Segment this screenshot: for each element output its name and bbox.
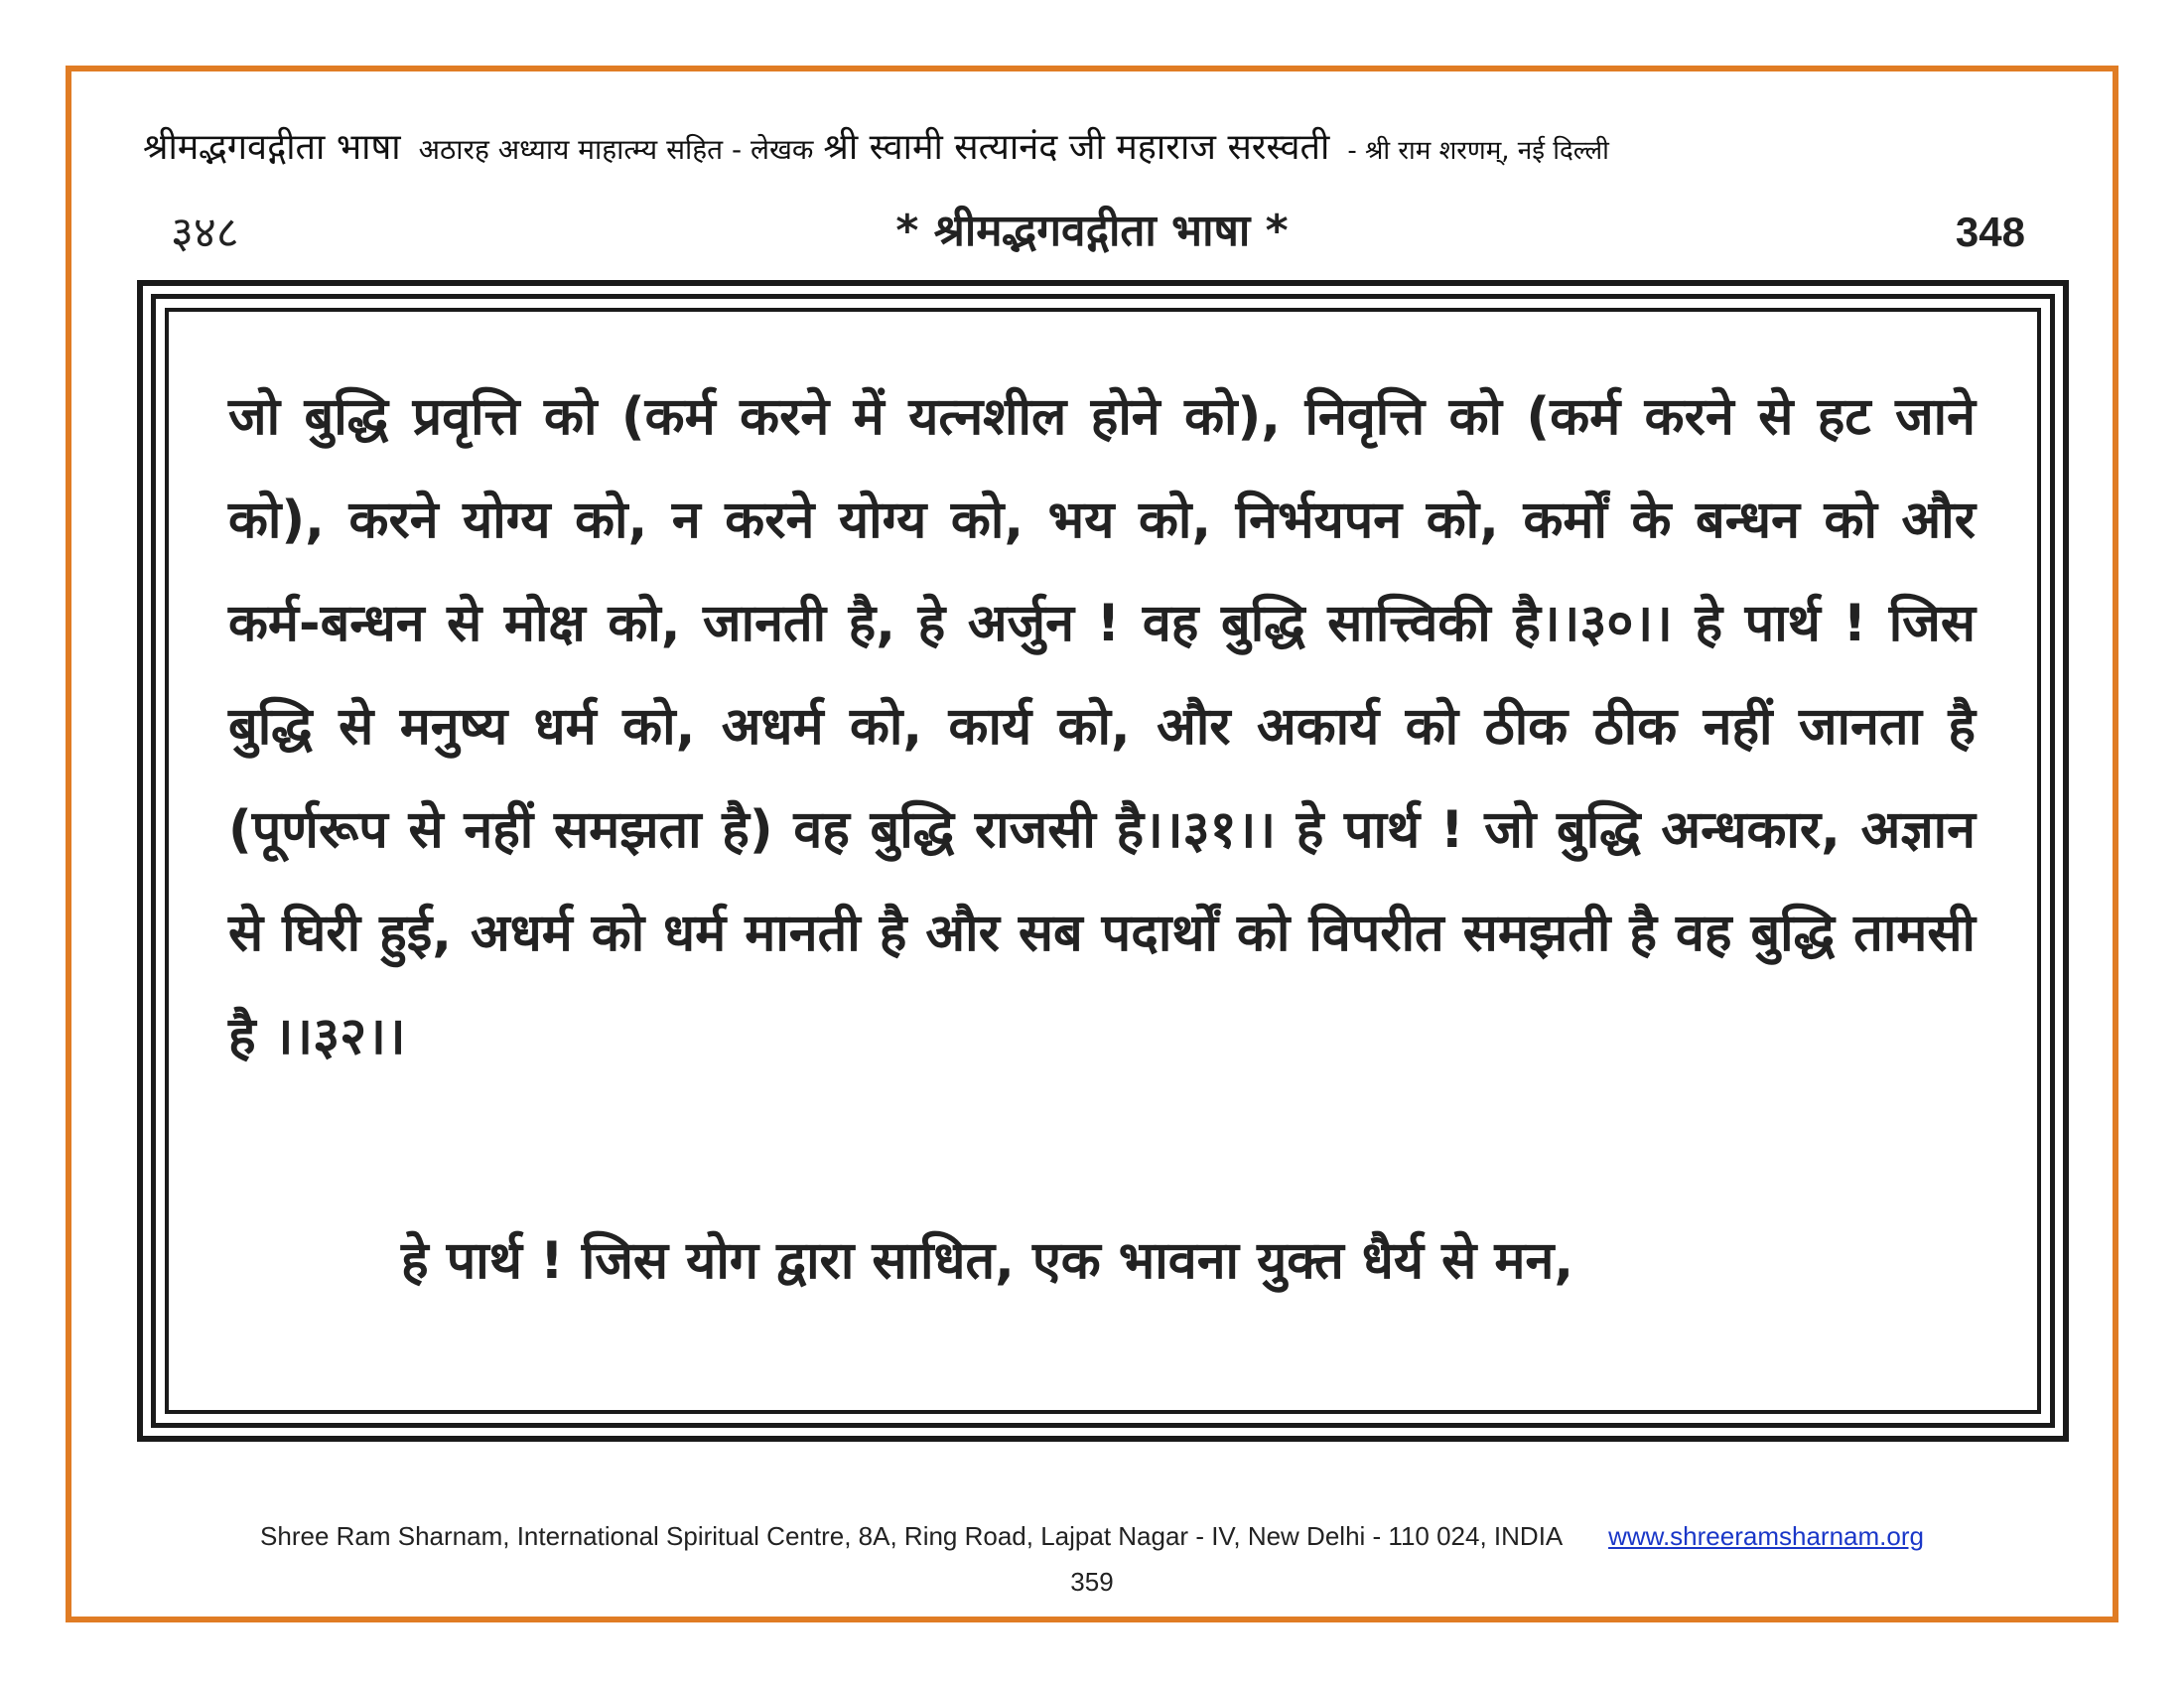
verse-paragraph-1: जो बुद्धि प्रवृत्ति को (कर्म करने में यत्नशील होने को), निवृत्ति को (कर्म करने से हट जाने को), करने योग्य को, न करने योग्य को, भय को, निर्भयपन को, कर्मों के बन्धन को और कर्म-बन्धन से मोक्ष को, जानती है, हे अर्जुन ! वह बुद्धि सात्त्विकी है।।३०।। हे पार्थ ! जिस बुद्धि से मनुष्य धर्म को, अधर्म को, कार्य को, और अकार्य को ठीक ठीक नहीं जानता है (पूर्णरूप से नहीं समझता है) वह बुद्धि राजसी है।।३१।। हे पार्थ ! जो बुद्धि अन्धकार, अज्ञान से घिरी हुई, अधर्म को धर्म मानती है और सब पदार्थों को विपरीत समझती है वह बुद्धि तामसी है ।।३२।। [228, 387, 1976, 1066]
header-title: श्रीमद्भगवद्गीता भाषा [143, 127, 401, 168]
running-head-title: * श्रीमद्भगवद्गीता भाषा * [895, 206, 1289, 256]
page-frame [66, 66, 2118, 1622]
page-number-devanagari: ३४८ [171, 208, 239, 258]
header-place: - श्री राम शरणम्, नई दिल्ली [1347, 136, 1609, 166]
header-subtitle: अठारह अध्याय माहात्म्य सहित - लेखक [418, 133, 814, 166]
page-number-arabic: 348 [1955, 209, 2025, 255]
footer-page-number: 359 [1070, 1567, 1114, 1597]
footer-address-line [71, 1521, 2113, 1552]
footer-address: Shree Ram Sharnam, International Spiritual Centre, 8A, Ring Road, Lajpat Nagar - IV, New Delhi - 110 024, INDIA [260, 1521, 1562, 1551]
header-author: श्री स्वामी सत्यानंद जी महाराज सरस्वती [823, 127, 1330, 168]
header-line [143, 121, 2043, 170]
footer-website-link[interactable]: www.shreeramsharnam.org [1608, 1521, 1924, 1551]
verse-paragraph-2: हे पार्थ ! जिस योग द्वारा साधित, एक भावना युक्त धैर्य से मन, [401, 1231, 1574, 1291]
scanned-text-box [137, 280, 2069, 1442]
